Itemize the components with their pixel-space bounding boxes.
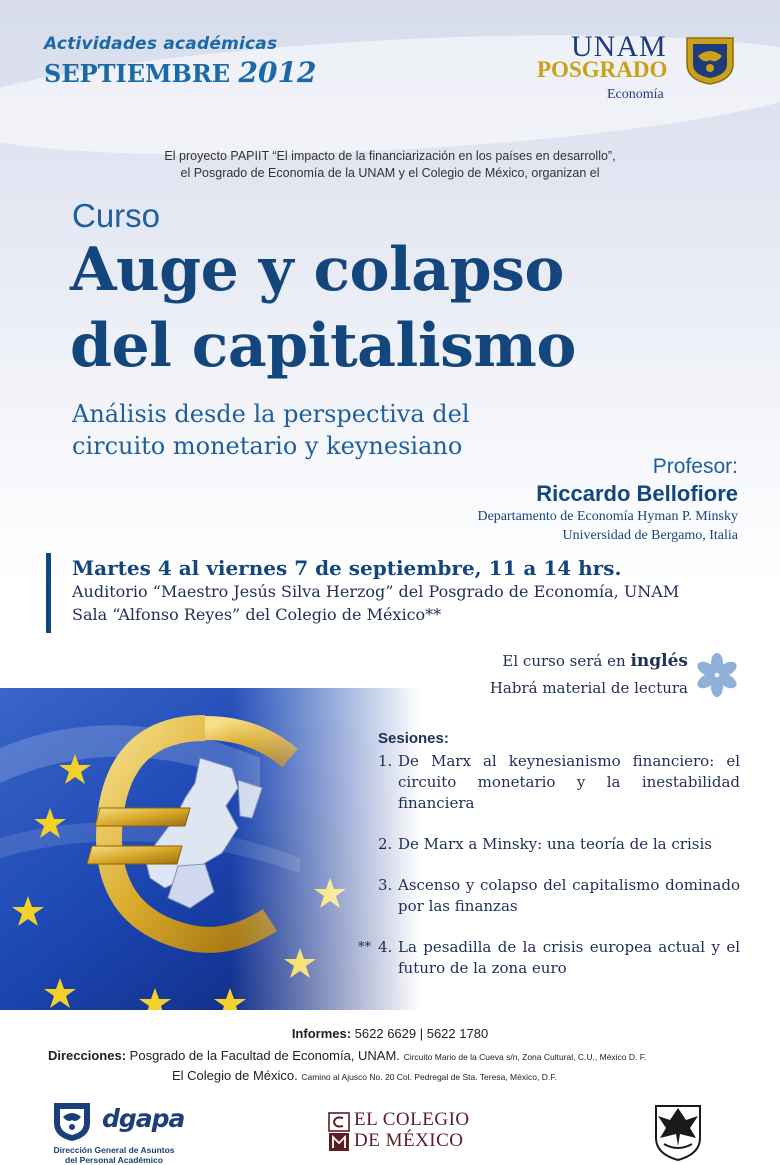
course-kind: Curso — [72, 197, 161, 234]
session-item — [358, 834, 740, 855]
course-subtitle-line-2: circuito monetario y keynesiano — [72, 432, 463, 460]
unam-seal-icon — [50, 1099, 94, 1143]
course-notes — [490, 648, 688, 702]
schedule-accent-bar — [46, 553, 51, 633]
dgapa-caption-line-2: del Personal Académico — [65, 1155, 163, 1165]
professor-label: Profesor: — [652, 455, 738, 478]
professor-name: Riccardo Bellofiore — [536, 481, 738, 506]
posgrado-word: POSGRADO — [537, 57, 668, 82]
professor-block — [477, 455, 738, 545]
course-title-line-2: del capitalismo — [70, 311, 576, 381]
directions-colmex-line — [172, 1068, 557, 1083]
info-label: Informes: — [291, 1026, 352, 1041]
month-year — [44, 56, 316, 89]
language-note — [490, 648, 688, 675]
venue-1: Auditorio “Maestro Jesús Silva Herzog” del Posgrado de Economía, UNAM — [72, 582, 680, 601]
activity-label: Actividades académicas — [44, 34, 278, 54]
footer — [0, 1026, 780, 1083]
session-text: La pesadilla de la crisis europea actual y el futuro de la zona euro — [398, 938, 740, 977]
course-subtitle-line-1: Análisis desde la perspectiva del — [72, 400, 470, 428]
venue-2: Sala “Alfonso Reyes” del Colegio de México** — [72, 605, 442, 624]
directions-label: Direcciones: — [48, 1048, 127, 1063]
session-item — [358, 875, 740, 917]
session-text: De Marx al keynesianismo financiero: el circuito monetario y la inestabilidad financiera — [398, 752, 740, 812]
directions-colmex: El Colegio de México. — [172, 1068, 298, 1083]
material-note: Habrá material de lectura — [489, 679, 688, 697]
professor-university: Universidad de Bergamo, Italia — [562, 528, 738, 543]
session-number: 4. — [378, 938, 393, 956]
directions-posgrado: Posgrado de la Facultad de Economía, UNAM. — [129, 1048, 400, 1063]
dgapa-caption-line-1: Dirección General de Asuntos — [53, 1145, 175, 1155]
sessions-title: Sesiones: — [378, 730, 449, 747]
schedule-dates: Martes 4 al viernes 7 de septiembre, 11 a 14 hrs. — [72, 556, 622, 580]
colmex-monogram-icon — [328, 1112, 350, 1152]
unam-shield-icon — [683, 34, 737, 86]
directions-colmex-address: Camino al Ajusco No. 20 Col. Pedregal de Sta. Teresa, México, D.F. — [301, 1072, 557, 1082]
session-mark: ** — [358, 940, 371, 955]
professor-department: Departamento de Economía Hyman P. Minsky — [477, 509, 738, 524]
dgapa-logo: dgapa — [102, 1104, 185, 1133]
info-line — [0, 1026, 780, 1041]
year-label: 2012 — [238, 56, 317, 89]
session-text: De Marx a Minsky: una teoría de la crisis — [398, 835, 712, 853]
colmex-line-2: DE MÉXICO — [354, 1130, 464, 1151]
session-number: 1. — [378, 752, 393, 770]
colmex-line-1: EL COLEGIO — [354, 1109, 470, 1130]
session-text: Ascenso y colapso del capitalismo dominado por las finanzas — [398, 876, 740, 915]
header-left — [44, 34, 316, 89]
schedule-block — [72, 556, 679, 626]
unam-word: UNAM — [571, 30, 667, 63]
intro-line-1: El proyecto PAPIIT “El impacto de la financiarización en los países en desarrollo”, — [164, 149, 616, 163]
language-value: inglés — [630, 651, 688, 671]
session-item — [358, 751, 740, 814]
economia-word: Economía — [607, 87, 664, 102]
session-number: 2. — [378, 835, 393, 853]
asterisk-icon — [694, 652, 740, 698]
colmex-wordmark — [354, 1109, 470, 1151]
eagle-emblem-icon — [650, 1098, 706, 1162]
dgapa-caption — [44, 1145, 184, 1165]
unam-posgrado-logo — [535, 30, 745, 110]
directions-posgrado-address: Circuito Mario de la Cueva s/n, Zona Cultural, C.U., México D. F. — [403, 1052, 647, 1062]
course-title-line-1: Auge y colapso — [70, 235, 564, 305]
intro-line-2: el Posgrado de Economía de la UNAM y el Colegio de México, organizan el — [180, 166, 600, 180]
intro-text — [40, 148, 740, 182]
session-number: 3. — [378, 876, 393, 894]
info-phones: 5622 6629 | 5622 1780 — [354, 1026, 489, 1041]
sessions-list — [358, 728, 740, 979]
directions-line — [48, 1048, 646, 1063]
session-item — [358, 937, 740, 979]
month-label: SEPTIEMBRE — [44, 59, 231, 88]
language-prefix: El curso será en — [502, 652, 631, 670]
euro-europe-illustration — [0, 688, 420, 1010]
course-subtitle — [72, 398, 470, 462]
